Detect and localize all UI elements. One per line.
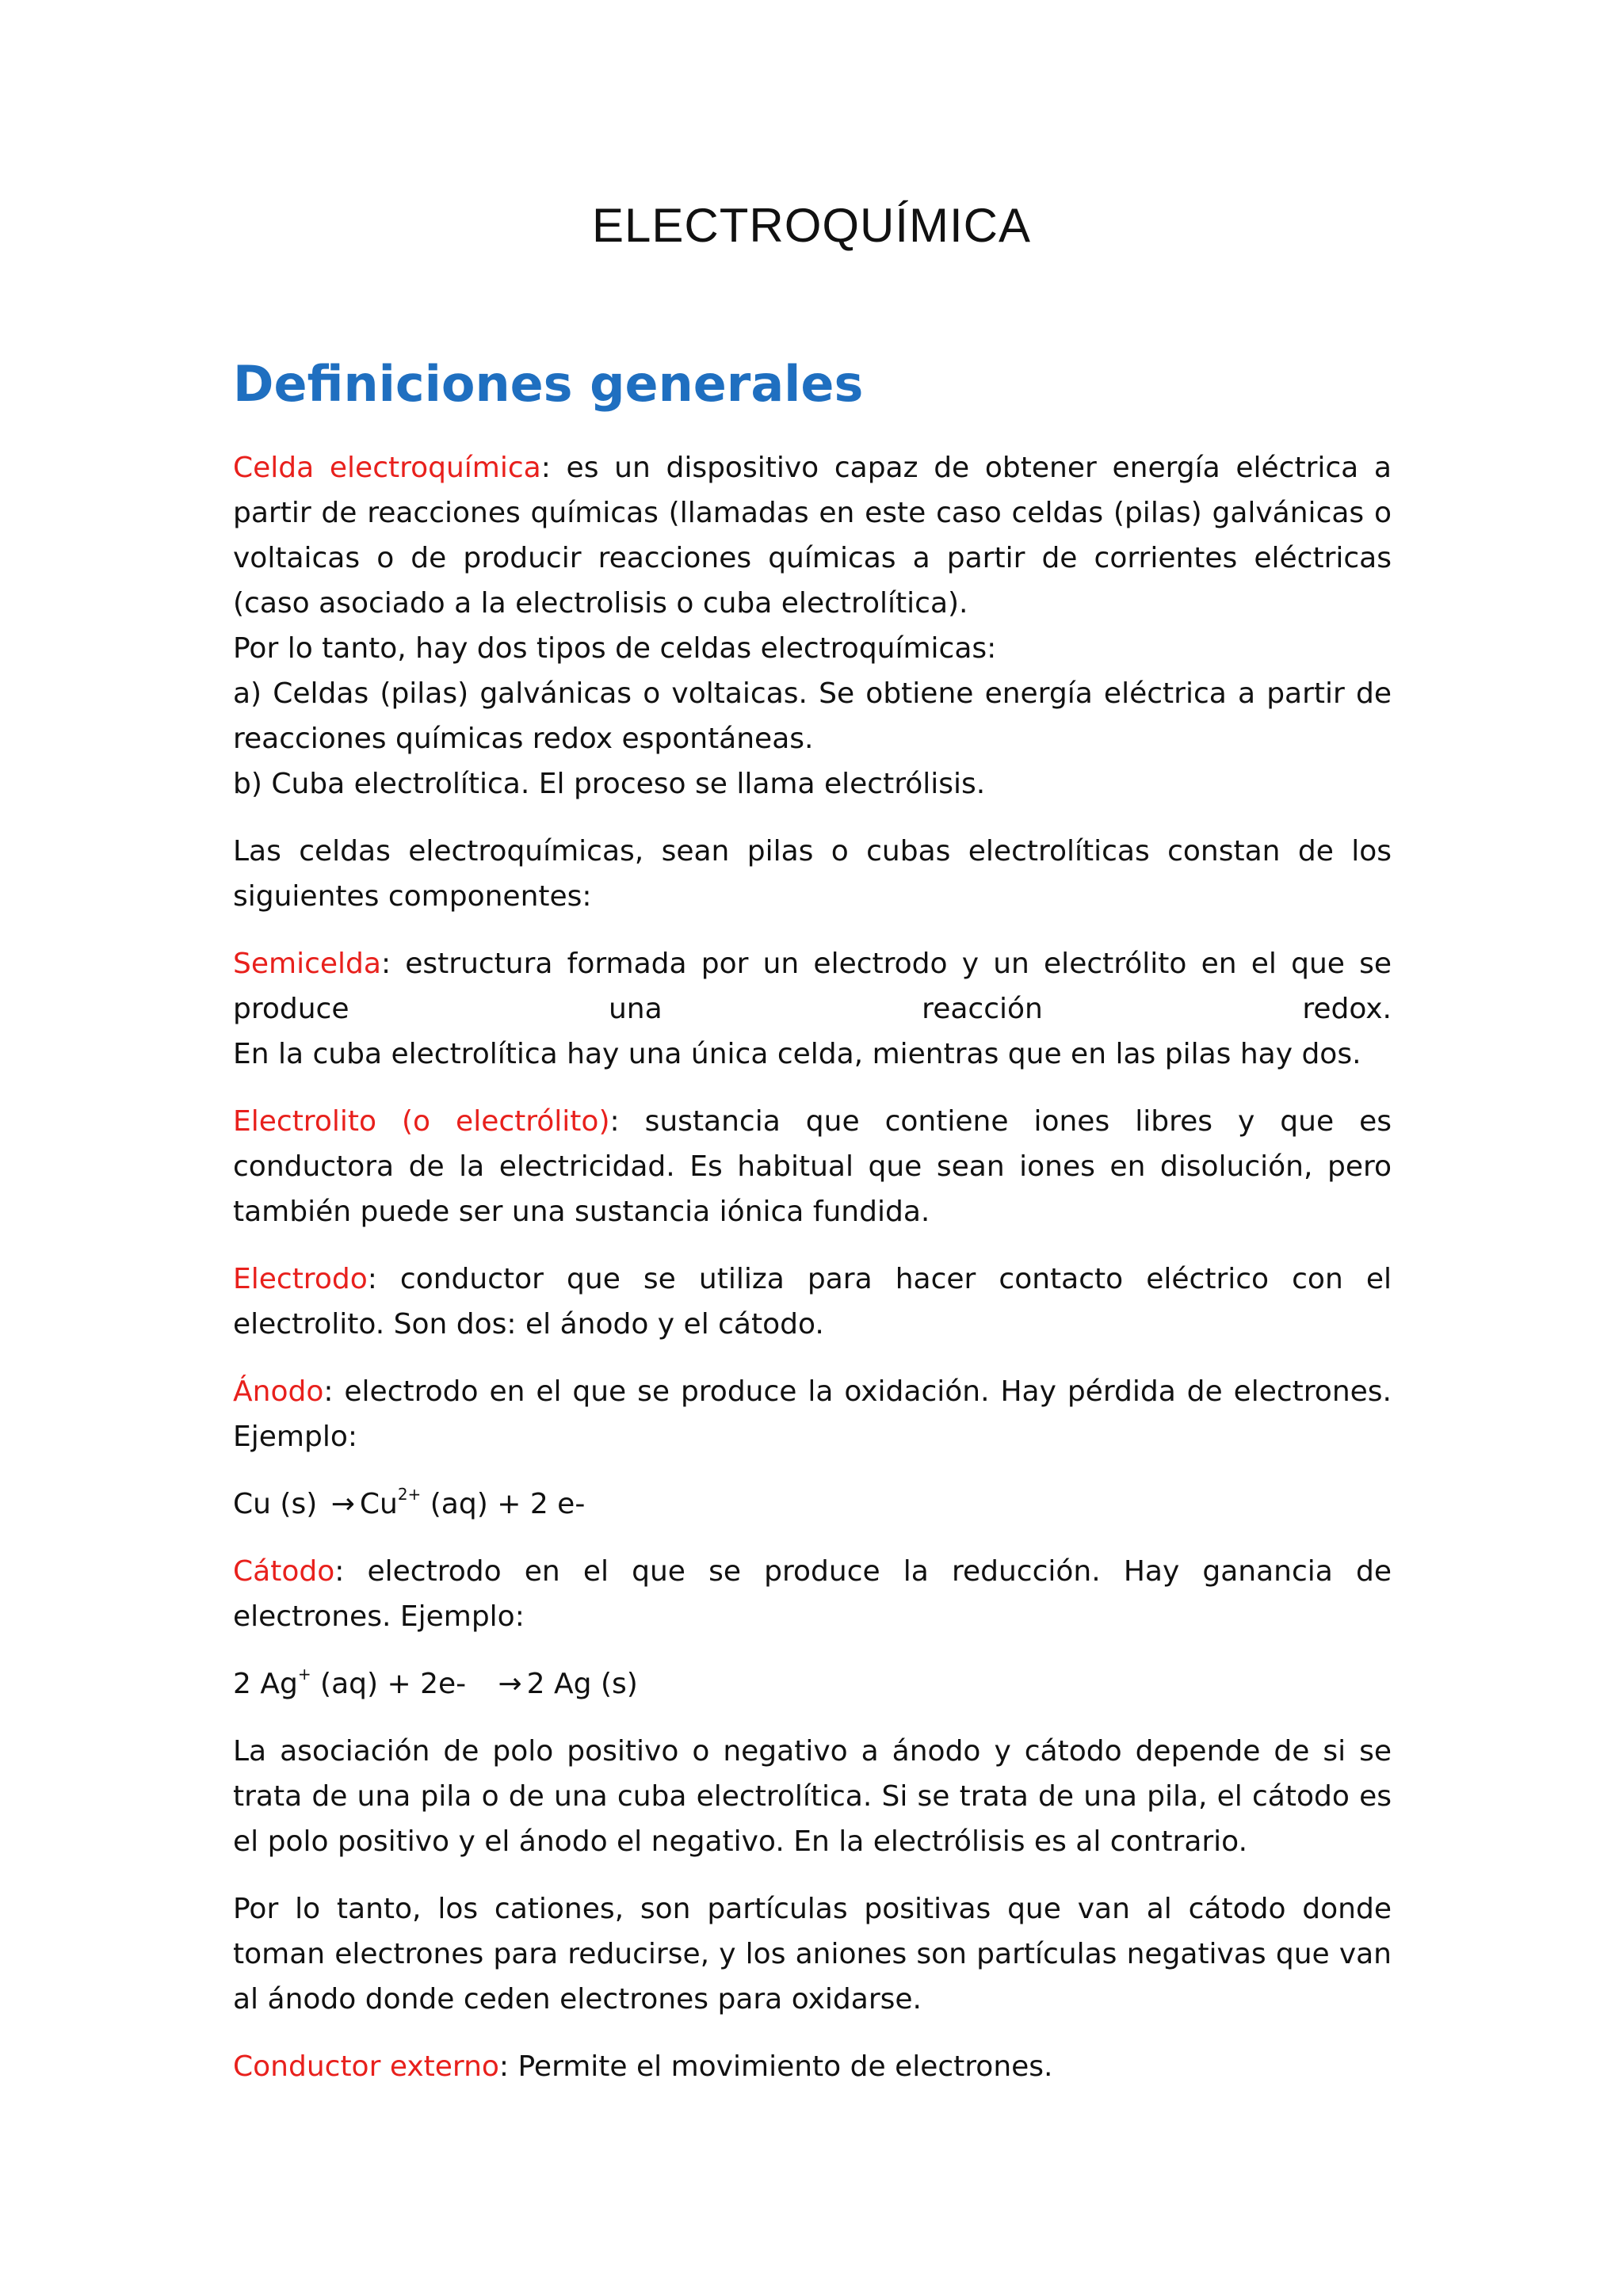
definition-conductor-externo xyxy=(233,2044,1392,2089)
term-anodo: Ánodo xyxy=(233,1375,324,1408)
definition-electrodo xyxy=(233,1257,1392,1347)
definition-text: : es un dispositivo capaz de obtener energía eléctrica a partir de reacciones químicas (llamadas en este caso celdas (pilas) galvánicas o voltaicas o de producir reacciones químicas a partir de corrientes eléctricas (caso asociado a la electrolisis o cuba electrolítica). xyxy=(233,452,1392,620)
equation-product: 2 Ag (s) xyxy=(526,1668,638,1700)
definition-text: : electrodo en el que se produce la reducción. Hay ganancia de electrones. Ejemplo: xyxy=(233,1555,1392,1633)
equation-reactant: Cu (s) xyxy=(233,1488,318,1520)
reaction-arrow: → xyxy=(498,1668,522,1700)
definition-semicelda xyxy=(233,941,1392,1032)
equation-reactants: (aq) + 2e- xyxy=(320,1668,467,1700)
paragraph-line: En la cuba electrolítica hay una única celda, mientras que en las pilas hay dos. xyxy=(233,1038,1361,1070)
definition-anodo xyxy=(233,1369,1392,1459)
paragraph-iones: Por lo tanto, los cationes, son partículas positivas que van al cátodo donde toman electrones para reducirse, y los aniones son partículas negativas que van al ánodo donde ceden electrones para oxidarse. xyxy=(233,1893,1392,2016)
paragraph-componentes: Las celdas electroquímicas, sean pilas o cubas electrolíticas constan de los siguientes componentes: xyxy=(233,835,1392,913)
equation-oxidation xyxy=(233,1482,1392,1527)
reaction-arrow: → xyxy=(330,1488,355,1520)
section-heading: Definiciones generales xyxy=(233,355,864,413)
equation-products: (aq) + 2 e- xyxy=(430,1488,586,1520)
definition-text: : conductor que se utiliza para hacer contacto eléctrico con el electrolito. Son dos: el ánodo y el cátodo. xyxy=(233,1263,1392,1341)
term-conductor-externo: Conductor externo xyxy=(233,2050,499,2083)
definition-text: : sustancia que contiene iones libres y que es conductora de la electricidad. Es habitual que sean iones en disolución, pero también puede ser una sustancia iónica fundida. xyxy=(233,1105,1392,1228)
ion-charge: 2+ xyxy=(397,1485,422,1504)
document-title: ELECTROQUÍMICA xyxy=(591,199,1032,252)
document-body xyxy=(233,445,1392,2111)
list-item-a: a) Celdas (pilas) galvánicas o voltaicas. Se obtiene energía eléctrica a partir de reacciones químicas redox espontáneas. xyxy=(233,677,1392,755)
list-item-b: b) Cuba electrolítica. El proceso se llama electrólisis. xyxy=(233,768,986,800)
definition-catodo xyxy=(233,1549,1392,1639)
term-celda-electroquimica: Celda electroquímica xyxy=(233,452,541,484)
ion-charge: + xyxy=(297,1665,311,1684)
term-catodo: Cátodo xyxy=(233,1555,335,1588)
definition-text: : electrodo en el que se produce la oxidación. Hay pérdida de electrones. Ejemplo: xyxy=(233,1375,1392,1453)
equation-reduction xyxy=(233,1661,1392,1707)
equation-species: Cu xyxy=(359,1488,398,1520)
definition-celda xyxy=(233,445,1392,626)
paragraph-polos: La asociación de polo positivo o negativo a ánodo y cátodo depende de si se trata de una pila o de una cuba electrolítica. Si se trata de una pila, el cátodo es el polo positivo y el ánodo el negativo. En la electrólisis es al contrario. xyxy=(233,1735,1392,1858)
paragraph-line: Por lo tanto, hay dos tipos de celdas electroquímicas: xyxy=(233,632,997,665)
definition-text: : estructura formada por un electrodo y un electrólito en el que se produce una reacción redox. xyxy=(233,948,1392,1025)
definition-electrolito xyxy=(233,1099,1392,1234)
equation-species: 2 Ag xyxy=(233,1668,298,1700)
definition-text: : Permite el movimiento de electrones. xyxy=(498,2050,1053,2083)
term-electrolito: Electrolito (o electrólito) xyxy=(233,1105,610,1138)
term-electrodo: Electrodo xyxy=(233,1263,368,1295)
term-semicelda: Semicelda xyxy=(233,948,381,980)
